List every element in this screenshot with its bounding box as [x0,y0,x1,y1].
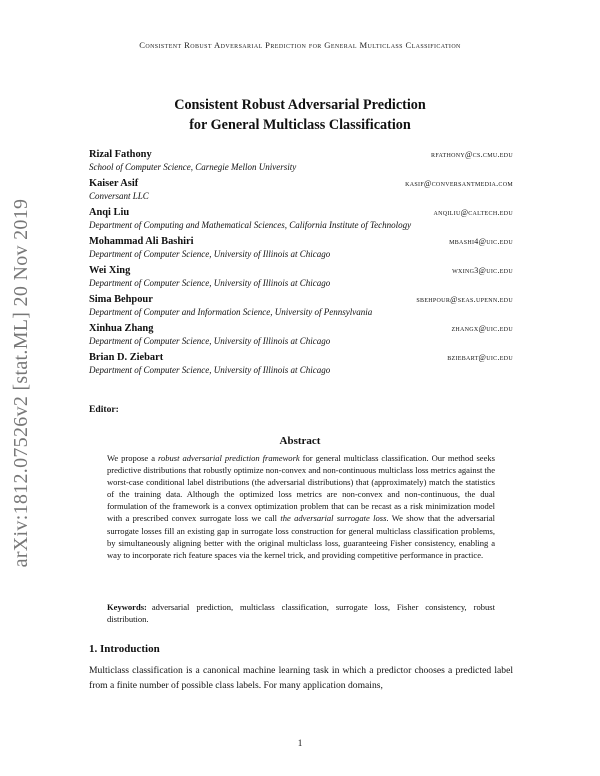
author-name: Xinhua Zhang [89,323,154,334]
author-block [89,178,513,207]
author-name: Anqi Liu [89,207,130,218]
author-affiliation: Department of Computer Science, University of Illinois at Chicago [89,278,331,288]
title-line-2: for General Multiclass Classification [189,117,411,133]
running-head: Consistent Robust Adversarial Prediction for General Multiclass Classification [139,40,461,50]
author-affiliation: Department of Computer Science, University of Illinois at Chicago [89,365,331,375]
abstract-body [107,452,495,561]
author-name: Sima Behpour [89,294,153,305]
author-name: Mohammad Ali Bashiri [89,236,194,247]
author-block [89,149,513,178]
keywords-label: Keywords: [107,602,147,612]
author-email[interactable]: anqiliu@caltech.edu [433,208,513,217]
author-email[interactable]: mbashi4@uic.edu [449,237,513,246]
page-number: 1 [297,738,303,748]
keywords [107,601,495,625]
author-affiliation: Department of Computing and Mathematical Sciences, California Institute of Technology [89,220,412,230]
author-email[interactable]: zhangx@uic.edu [451,324,513,333]
author-block [89,265,513,294]
paper-title [0,95,600,135]
abstract-text-3: . We show that the adversarial surrogate losses fill an existing gap in surrogate loss construction for general multiclass classification problems, by simultaneously aligning better with the original multiclass loss, guaranteeing Fisher consistency, enabling a way to incorporate rich feature spaces via the kernel trick, and providing competitive performance in practice. [107,513,496,560]
author-affiliation: Conversant LLC [89,191,149,201]
arxiv-stamp[interactable]: arXiv:1812.07526v2 [stat.ML] 20 Nov 2019 [10,198,32,568]
abstract-emphasis-1: robust adversarial prediction framework [157,453,300,463]
author-affiliation: School of Computer Science, Carnegie Mellon University [89,162,297,172]
author-block [89,236,513,265]
author-name: Rizal Fathony [89,149,152,160]
abstract-emphasis-2: the adversarial surrogate loss [280,513,387,524]
abstract-text-2: for general multiclass classification. Our method seeks predictive distributions that robustly optimize non-convex and non-continuous multiclass loss metrics against the worst-case conditional label distributions (the adversarial distributions) that (approximately) match the statistics of the training data. Although the optimized loss metrics are non-convex and non-continuous, the dual formulation of the framework is a convex optimization problem that can be recast as a risk minimization model with a prescribed convex surrogate loss we call [107,453,495,524]
author-affiliation: Department of Computer Science, University of Illinois at Chicago [89,249,331,259]
section-heading-introduction: 1. Introduction [89,643,160,655]
author-email[interactable]: kasif@conversantmedia.com [405,179,513,188]
author-email[interactable]: sbehpour@seas.upenn.edu [416,295,513,304]
author-email[interactable]: rfathony@cs.cmu.edu [431,150,513,159]
author-affiliation: Department of Computer Science, University of Illinois at Chicago [89,336,331,346]
editor-label: Editor: [89,404,119,415]
author-name: Brian D. Ziebart [89,352,164,363]
author-email[interactable]: bziebart@uic.edu [447,353,513,362]
abstract-text-1: We propose a [107,453,158,463]
keywords-text: adversarial prediction, multiclass classification, surrogate loss, Fisher consistency, robust distribution. [107,602,495,625]
author-block [89,207,513,236]
abstract-heading: Abstract [279,435,321,447]
author-list [89,149,513,381]
title-line-1: Consistent Robust Adversarial Prediction [174,97,426,113]
introduction-paragraph: Multiclass classification is a canonical machine learning task in which a predictor chooses a predicted label from a finite number of possible class labels. For many application domains, [89,665,513,691]
author-block [89,323,513,352]
author-email[interactable]: wxing3@uic.edu [452,266,513,275]
author-name: Kaiser Asif [89,178,139,189]
author-block [89,352,513,381]
author-block [89,294,513,323]
author-affiliation: Department of Computer and Information Science, University of Pennsylvania [89,307,373,317]
author-name: Wei Xing [89,265,131,276]
